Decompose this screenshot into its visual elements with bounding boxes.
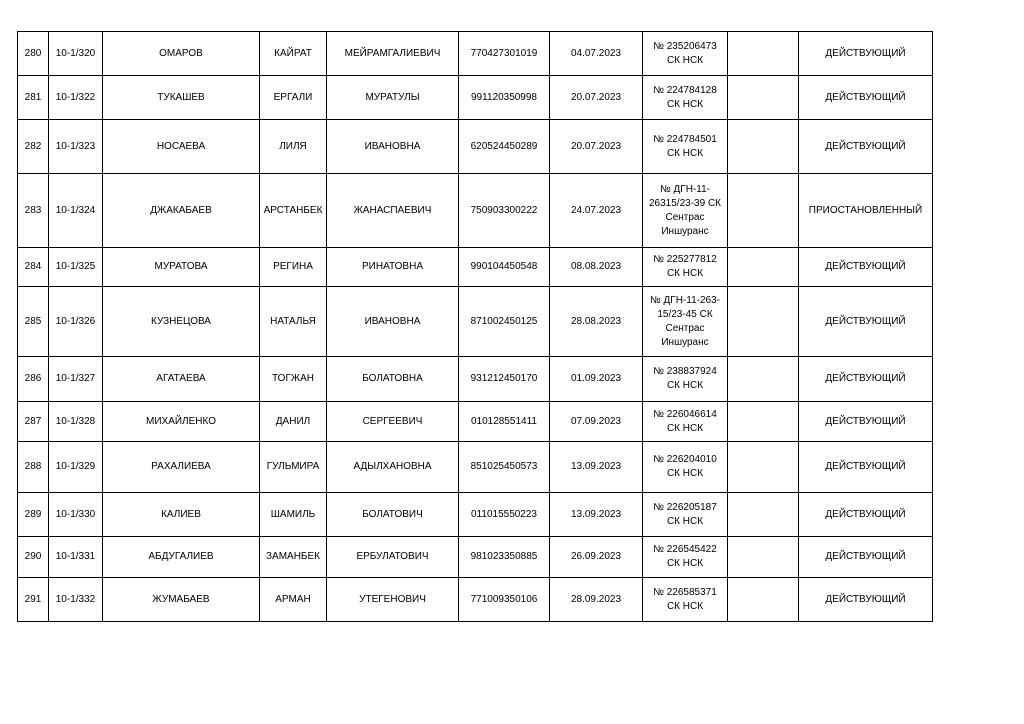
policy-line: № 224784501 — [653, 133, 717, 145]
policy-line: СК НСК — [666, 422, 704, 434]
policy-line: Сентрас — [665, 211, 705, 223]
registration-number: 10-1/328 — [49, 402, 103, 442]
patronymic: УТЕГЕНОВИЧ — [327, 578, 459, 622]
registration-number: 10-1/320 — [49, 32, 103, 76]
patronymic: ЕРБУЛАТОВИЧ — [327, 537, 459, 578]
registration-number: 10-1/332 — [49, 578, 103, 622]
row-number: 284 — [18, 248, 49, 287]
first-name: НАТАЛЬЯ — [260, 287, 327, 357]
registration-number: 10-1/323 — [49, 120, 103, 174]
status: ДЕЙСТВУЮЩИЙ — [799, 578, 933, 622]
patronymic: БОЛАТОВИЧ — [327, 493, 459, 537]
row-number: 288 — [18, 442, 49, 493]
first-name: ЕРГАЛИ — [260, 76, 327, 120]
row-number: 290 — [18, 537, 49, 578]
table-row — [18, 537, 933, 578]
policy-line: СК НСК — [666, 147, 704, 159]
empty-cell — [728, 578, 799, 622]
policy-line: Сентрас — [665, 322, 705, 334]
policy-line: СК НСК — [666, 98, 704, 110]
status: ДЕЙСТВУЮЩИЙ — [799, 120, 933, 174]
table-row — [18, 248, 933, 287]
policy-line: СК НСК — [666, 380, 704, 391]
policy-line: № 226046614 — [653, 408, 717, 420]
insurance-policy — [643, 357, 728, 402]
status: ДЕЙСТВУЮЩИЙ — [799, 248, 933, 287]
table-row — [18, 578, 933, 622]
row-number: 280 — [18, 32, 49, 76]
first-name: КАЙРАТ — [260, 32, 327, 76]
last-name: МУРАТОВА — [103, 248, 260, 287]
status: ПРИОСТАНОВЛЕННЫЙ — [799, 174, 933, 248]
registration-number: 10-1/327 — [49, 357, 103, 402]
policy-line: № 226545422 — [653, 544, 717, 555]
last-name: КАЛИЕВ — [103, 493, 260, 537]
insurance-policy — [643, 174, 728, 248]
last-name: ДЖАКАБАЕВ — [103, 174, 260, 248]
first-name: АРСТАНБЕК — [260, 174, 327, 248]
iin: 010128551411 — [459, 402, 550, 442]
empty-cell — [728, 402, 799, 442]
patronymic: АДЫЛХАНОВНА — [327, 442, 459, 493]
last-name: АГАТАЕВА — [103, 357, 260, 402]
table-row — [18, 76, 933, 120]
policy-line: № 224784128 — [653, 84, 717, 96]
status: ДЕЙСТВУЮЩИЙ — [799, 493, 933, 537]
registry-table — [17, 31, 933, 622]
table-row — [18, 32, 933, 76]
insurance-policy — [643, 120, 728, 174]
policy-line: СК НСК — [666, 600, 704, 612]
iin: 871002450125 — [459, 287, 550, 357]
insurance-policy — [643, 76, 728, 120]
last-name: КУЗНЕЦОВА — [103, 287, 260, 357]
date: 26.09.2023 — [550, 537, 643, 578]
date: 28.08.2023 — [550, 287, 643, 357]
table-row — [18, 442, 933, 493]
last-name: ОМАРОВ — [103, 32, 260, 76]
iin: 750903300222 — [459, 174, 550, 248]
empty-cell — [728, 120, 799, 174]
insurance-policy — [643, 442, 728, 493]
table-row — [18, 120, 933, 174]
patronymic: ИВАНОВНА — [327, 120, 459, 174]
patronymic: РИНАТОВНА — [327, 248, 459, 287]
row-number: 291 — [18, 578, 49, 622]
row-number: 286 — [18, 357, 49, 402]
policy-line: № 226585371 — [653, 586, 717, 598]
insurance-policy — [643, 287, 728, 357]
table-row — [18, 402, 933, 442]
iin: 990104450548 — [459, 248, 550, 287]
insurance-policy — [643, 402, 728, 442]
policy-line: СК НСК — [666, 468, 704, 479]
table-row — [18, 493, 933, 537]
iin: 771009350106 — [459, 578, 550, 622]
empty-cell — [728, 537, 799, 578]
status: ДЕЙСТВУЮЩИЙ — [799, 442, 933, 493]
empty-cell — [728, 357, 799, 402]
empty-cell — [728, 287, 799, 357]
policy-line: СК НСК — [666, 558, 704, 569]
policy-line: № ДГН-11- — [660, 183, 710, 195]
iin: 931212450170 — [459, 357, 550, 402]
registration-number: 10-1/322 — [49, 76, 103, 120]
date: 24.07.2023 — [550, 174, 643, 248]
last-name: МИХАЙЛЕНКО — [103, 402, 260, 442]
policy-line: № 238837924 — [653, 366, 717, 377]
date: 20.07.2023 — [550, 76, 643, 120]
row-number: 281 — [18, 76, 49, 120]
iin: 991120350998 — [459, 76, 550, 120]
empty-cell — [728, 32, 799, 76]
last-name: ЖУМАБАЕВ — [103, 578, 260, 622]
row-number: 282 — [18, 120, 49, 174]
date: 20.07.2023 — [550, 120, 643, 174]
first-name: ДАНИЛ — [260, 402, 327, 442]
patronymic: СЕРГЕЕВИЧ — [327, 402, 459, 442]
status: ДЕЙСТВУЮЩИЙ — [799, 402, 933, 442]
last-name: НОСАЕВА — [103, 120, 260, 174]
patronymic: ИВАНОВНА — [327, 287, 459, 357]
policy-line: № 225277812 — [653, 254, 717, 265]
empty-cell — [728, 76, 799, 120]
insurance-policy — [643, 537, 728, 578]
date: 08.08.2023 — [550, 248, 643, 287]
patronymic: БОЛАТОВНА — [327, 357, 459, 402]
first-name: РЕГИНА — [260, 248, 327, 287]
insurance-policy — [643, 248, 728, 287]
first-name: ЗАМАНБЕК — [260, 537, 327, 578]
date: 13.09.2023 — [550, 442, 643, 493]
patronymic: ЖАНАСПАЕВИЧ — [327, 174, 459, 248]
policy-line: СК НСК — [666, 268, 704, 279]
status: ДЕЙСТВУЮЩИЙ — [799, 32, 933, 76]
empty-cell — [728, 248, 799, 287]
row-number: 283 — [18, 174, 49, 248]
row-number: 285 — [18, 287, 49, 357]
iin: 770427301019 — [459, 32, 550, 76]
last-name: ТУКАШЕВ — [103, 76, 260, 120]
table-row — [18, 174, 933, 248]
iin: 011015550223 — [459, 493, 550, 537]
status: ДЕЙСТВУЮЩИЙ — [799, 357, 933, 402]
policy-line: № 226205187 — [653, 501, 717, 513]
registration-number: 10-1/331 — [49, 537, 103, 578]
policy-line: № ДГН-11-263- — [650, 294, 720, 306]
policy-line: 15/23-45 СК — [657, 308, 713, 320]
date: 13.09.2023 — [550, 493, 643, 537]
date: 01.09.2023 — [550, 357, 643, 402]
first-name: ТОГЖАН — [260, 357, 327, 402]
patronymic: МУРАТУЛЫ — [327, 76, 459, 120]
insurance-policy — [643, 32, 728, 76]
empty-cell — [728, 174, 799, 248]
iin: 851025450573 — [459, 442, 550, 493]
registration-number: 10-1/329 — [49, 442, 103, 493]
date: 28.09.2023 — [550, 578, 643, 622]
first-name: ШАМИЛЬ — [260, 493, 327, 537]
policy-line: № 226204010 — [653, 454, 717, 465]
last-name: РАХАЛИЕВА — [103, 442, 260, 493]
insurance-policy — [643, 578, 728, 622]
status: ДЕЙСТВУЮЩИЙ — [799, 537, 933, 578]
policy-line: 26315/23-39 СК — [649, 197, 721, 209]
status: ДЕЙСТВУЮЩИЙ — [799, 76, 933, 120]
date: 04.07.2023 — [550, 32, 643, 76]
date: 07.09.2023 — [550, 402, 643, 442]
registration-number: 10-1/324 — [49, 174, 103, 248]
row-number: 287 — [18, 402, 49, 442]
table-row — [18, 287, 933, 357]
iin: 620524450289 — [459, 120, 550, 174]
policy-line: СК НСК — [666, 54, 704, 66]
status: ДЕЙСТВУЮЩИЙ — [799, 287, 933, 357]
registration-number: 10-1/325 — [49, 248, 103, 287]
insurance-policy — [643, 493, 728, 537]
iin: 981023350885 — [459, 537, 550, 578]
last-name: АБДУГАЛИЕВ — [103, 537, 260, 578]
patronymic: МЕЙРАМГАЛИЕВИЧ — [327, 32, 459, 76]
registration-number: 10-1/326 — [49, 287, 103, 357]
policy-line: № 235206473 — [653, 40, 717, 52]
table-row — [18, 357, 933, 402]
first-name: ГУЛЬМИРА — [260, 442, 327, 493]
policy-line: Иншуранс — [661, 225, 709, 237]
policy-line: Иншуранс — [661, 336, 709, 348]
row-number: 289 — [18, 493, 49, 537]
empty-cell — [728, 493, 799, 537]
policy-line: СК НСК — [666, 515, 704, 527]
registration-number: 10-1/330 — [49, 493, 103, 537]
first-name: АРМАН — [260, 578, 327, 622]
first-name: ЛИЛЯ — [260, 120, 327, 174]
empty-cell — [728, 442, 799, 493]
